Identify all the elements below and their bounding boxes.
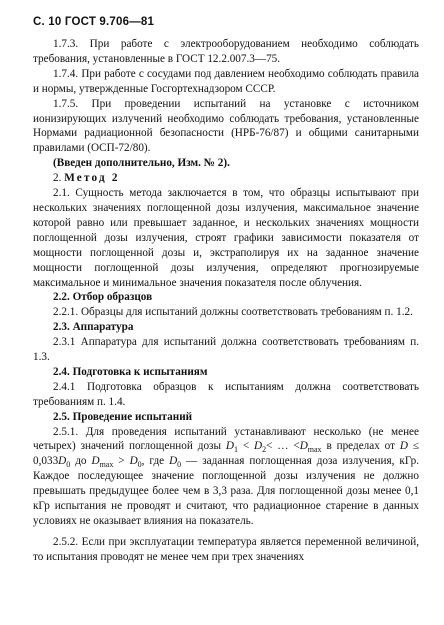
method-title: Метод 2 <box>64 172 120 185</box>
amendment-note: (Введен дополнительно, Изм. № 2). <box>53 157 230 170</box>
heading-2-5: 2.5. Проведение испытаний <box>53 410 193 423</box>
heading-2-3: 2.3. Аппаратура <box>53 321 134 334</box>
document-page <box>33 16 419 565</box>
paragraph-2-4-1: 2.4.1 Подготовка образцов к испытаниям должна соответствовать требованиям п. 1.4. <box>33 380 419 408</box>
paragraph-1-7-5: 1.7.5. При проведении испытаний на установке с источником ионизирующих излучений необходимо соблюдать требования, установленные Нормами радиационной безопасности (НРБ-76/87) и общими санитарными правилами (ОСП-72/80). <box>33 97 419 155</box>
heading-2-2: 2.2. Отбор образцов <box>53 291 153 304</box>
paragraph-2-3-1: 2.3.1 Аппаратура для испытаний должна соответствовать требованиям п. 1.3. <box>33 336 419 364</box>
paragraph-2-1: 2.1. Сущность метода заключается в том, что образцы испытывают при нескольких значениях поглощенной дозы излучения, максимальное значение которой равно или превышает заданное, и нескольких значениях мощности поглощенной дозы излучения, строят графики зависимости показателя от мощности поглощенной дозы и, экстраполируя их на заданное значение мощности поглощенной дозы излучения, определяют прогнозируемые максимальное и минимальное значения показателя после облучения. <box>33 187 419 289</box>
paragraph-2-2-1: 2.2.1. Образцы для испытаний должны соответствовать требованиям п. 1.2. <box>53 306 413 319</box>
method-heading <box>33 171 419 186</box>
paragraph-2-5-1: 2.5.1. Для проведения испытаний устанавливают несколько (не менее четырех) значений поглощенной дозы $D_1 < D_2<$ … $<D_{max}$ в пределах от $D \le 0,033D_0$ до $D_{max} > D_0$, где $D_0$ — заданная поглощенная доза излучения, кГр. Каждое последующее значение поглощенной дозы излучения не должно превышать предыдущее более чем в 3,3 раза. Для поглощенной дозы менее 0,1 кГр испытания не проводят и считают, что радиационное старение в данных условиях не оказывает влияния на показатель. <box>33 425 420 527</box>
paragraph-1-7-4: 1.7.4. При работе с сосудами под давлением необходимо соблюдать правила и нормы, утвержденные Госгортехнадзором СССР. <box>33 67 419 95</box>
method-number: 2. <box>53 172 65 185</box>
page-header: С. 10 ГОСТ 9.706—81 <box>33 16 155 28</box>
paragraph-2-5-2: 2.5.2. Если при эксплуатации температура является переменной величиной, то испытания проводят не менее чем при трех значениях <box>33 535 419 563</box>
heading-2-4: 2.4. Подготовка к испытаниям <box>53 365 208 378</box>
paragraph-1-7-3: 1.7.3. При работе с электрооборудованием необходимо соблюдать требования, установленные в ГОСТ 12.2.007.3—75. <box>33 38 419 65</box>
